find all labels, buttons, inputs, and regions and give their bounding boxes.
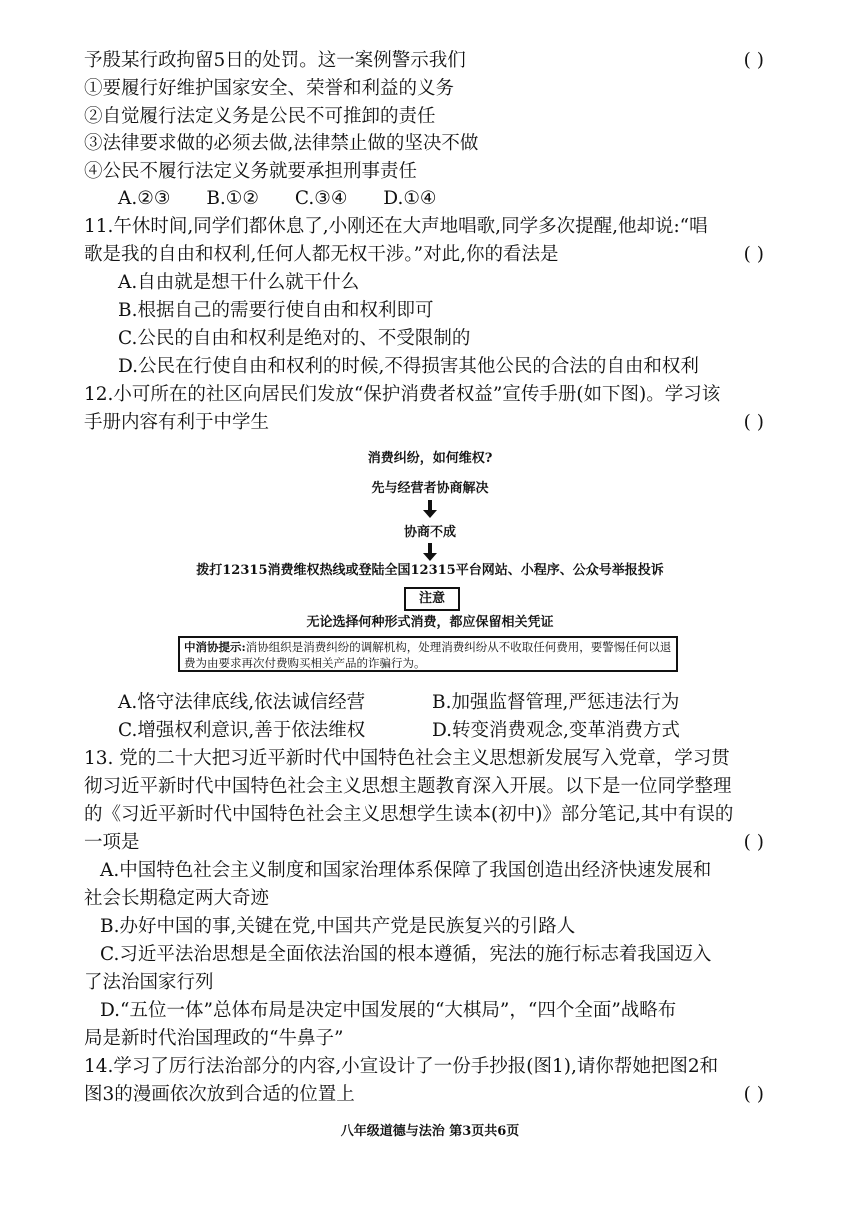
q14-answer-blank: ( ) [743, 1084, 764, 1105]
q10-choice-d: D.①④ [383, 188, 437, 209]
q12-flowchart [170, 450, 690, 675]
q14-stem-line2 [84, 1082, 764, 1108]
q14-stem-line1: 14.学习了厉行法治部分的内容,小宣设计了一份手抄报(图1),请你帮她把图2和 [84, 1056, 719, 1077]
q12-stem-text: 手册内容有利于中学生 [84, 412, 270, 433]
q13-option-a-line2: 社会长期稳定两大奇迹 [84, 888, 270, 909]
q13-option-c-line1: C.习近平法治思想是全面依法治国的根本遵循，宪法的施行标志着我国迈入 [100, 944, 712, 965]
flow-title: 消费纠纷，如何维权? [367, 451, 493, 466]
q13-option-c-line2: 了法治国家行列 [84, 972, 214, 993]
q10-choice-c: C.③④ [294, 188, 348, 209]
q10-choice-b: B.①② [206, 188, 259, 209]
q12-option-b: B.加强监督管理,严惩违法行为 [432, 692, 680, 713]
q13-stem-line4 [84, 830, 764, 856]
q11-stem-line1: 11.午休时间,同学们都休息了,小刚还在大声地唱歌,同学多次提醒,他却说:“唱 [84, 216, 708, 237]
notice-text: 无论选择何种形式消费，都应保留相关凭证 [306, 615, 554, 630]
q11-answer-blank: ( ) [743, 244, 764, 265]
q13-option-d-line1: D.“五位一体”总体布局是决定中国发展的“大棋局”，“四个全面”战略布 [100, 1000, 677, 1021]
q13-option-b: B.办好中国的事,关键在党,中国共产党是民族复兴的引路人 [100, 916, 576, 937]
q11-option-b: B.根据自己的需要行使自由和权利即可 [118, 300, 434, 321]
q13-answer-blank: ( ) [743, 832, 764, 853]
q12-answer-blank: ( ) [743, 412, 764, 433]
q10-choices [118, 186, 467, 212]
flow-step-failed: 协商不成 [403, 525, 456, 540]
q10-item-3: ③法律要求做的必须去做,法律禁止做的坚决不做 [84, 133, 479, 154]
q10-stem [84, 48, 764, 74]
q11-option-c: C.公民的自由和权利是绝对的、不受限制的 [118, 328, 471, 349]
q12-option-a: A.恪守法律底线,依法诚信经营 [118, 692, 366, 713]
q13-option-d-line2: 局是新时代治国理政的“牛鼻子” [84, 1028, 344, 1049]
tip-label: 中消协提示: [184, 640, 246, 654]
q12-option-d: D.转变消费观念,变革消费方式 [432, 720, 680, 741]
q11-stem-line2 [84, 242, 764, 268]
q13-stem-text: 一项是 [84, 832, 140, 853]
q12-option-c: C.增强权利意识,善于依法维权 [118, 720, 366, 741]
q10-stem-text: 予殷某行政拘留5日的处罚。这一案例警示我们 [84, 50, 466, 71]
q10-item-1: ①要履行好维护国家安全、荣誉和利益的义务 [84, 78, 455, 99]
q12-stem-line1: 12.小可所在的社区向居民们发放“保护消费者权益”宣传手册(如下图)。学习该 [84, 384, 721, 405]
tip-box [178, 636, 678, 672]
notice-label: 注意 [404, 587, 460, 611]
q11-stem-text: 歌是我的自由和权利,任何人都无权干涉。”对此,你的看法是 [84, 244, 559, 265]
q10-choice-a: A.②③ [118, 188, 171, 209]
q13-option-a-line1: A.中国特色社会主义制度和国家治理体系保障了我国创造出经济快速发展和 [100, 860, 712, 881]
q13-stem-line2: 彻习近平新时代中国特色社会主义思想主题教育深入开展。以下是一位同学整理 [84, 776, 732, 797]
q10-item-2: ②自觉履行法定义务是公民不可推卸的责任 [84, 106, 436, 127]
q13-stem-line3: 的《习近平新时代中国特色社会主义思想学生读本(初中)》部分笔记,其中有误的 [84, 804, 734, 825]
flow-step-hotline: 拨打12315消费维权热线或登陆全国12315平台网站、小程序、公众号举报投诉 [196, 563, 664, 578]
flow-step-negotiate: 先与经营者协商解决 [371, 481, 489, 496]
q14-stem-text: 图3的漫画依次放到合适的位置上 [84, 1084, 355, 1105]
q10-answer-blank: ( ) [743, 50, 764, 71]
q11-option-a: A.自由就是想干什么就干什么 [118, 272, 360, 293]
q10-item-4: ④公民不履行法定义务就要承担刑事责任 [84, 161, 418, 182]
tip-text: 消协组织是消费纠纷的调解机构，处理消费纠纷从不收取任何费用，要警惕任何以退费为由要求再次付费购买相关产品的诈骗行为。 [184, 640, 672, 670]
page-footer: 八年级道德与法治 第3页共6页 [340, 1124, 520, 1139]
q13-stem-line1: 13. 党的二十大把习近平新时代中国特色社会主义思想新发展写入党章，学习贯 [84, 748, 730, 769]
q11-option-d: D.公民在行使自由和权利的时候,不得损害其他公民的合法的自由和权利 [118, 356, 699, 377]
q12-stem-line2 [84, 410, 764, 436]
